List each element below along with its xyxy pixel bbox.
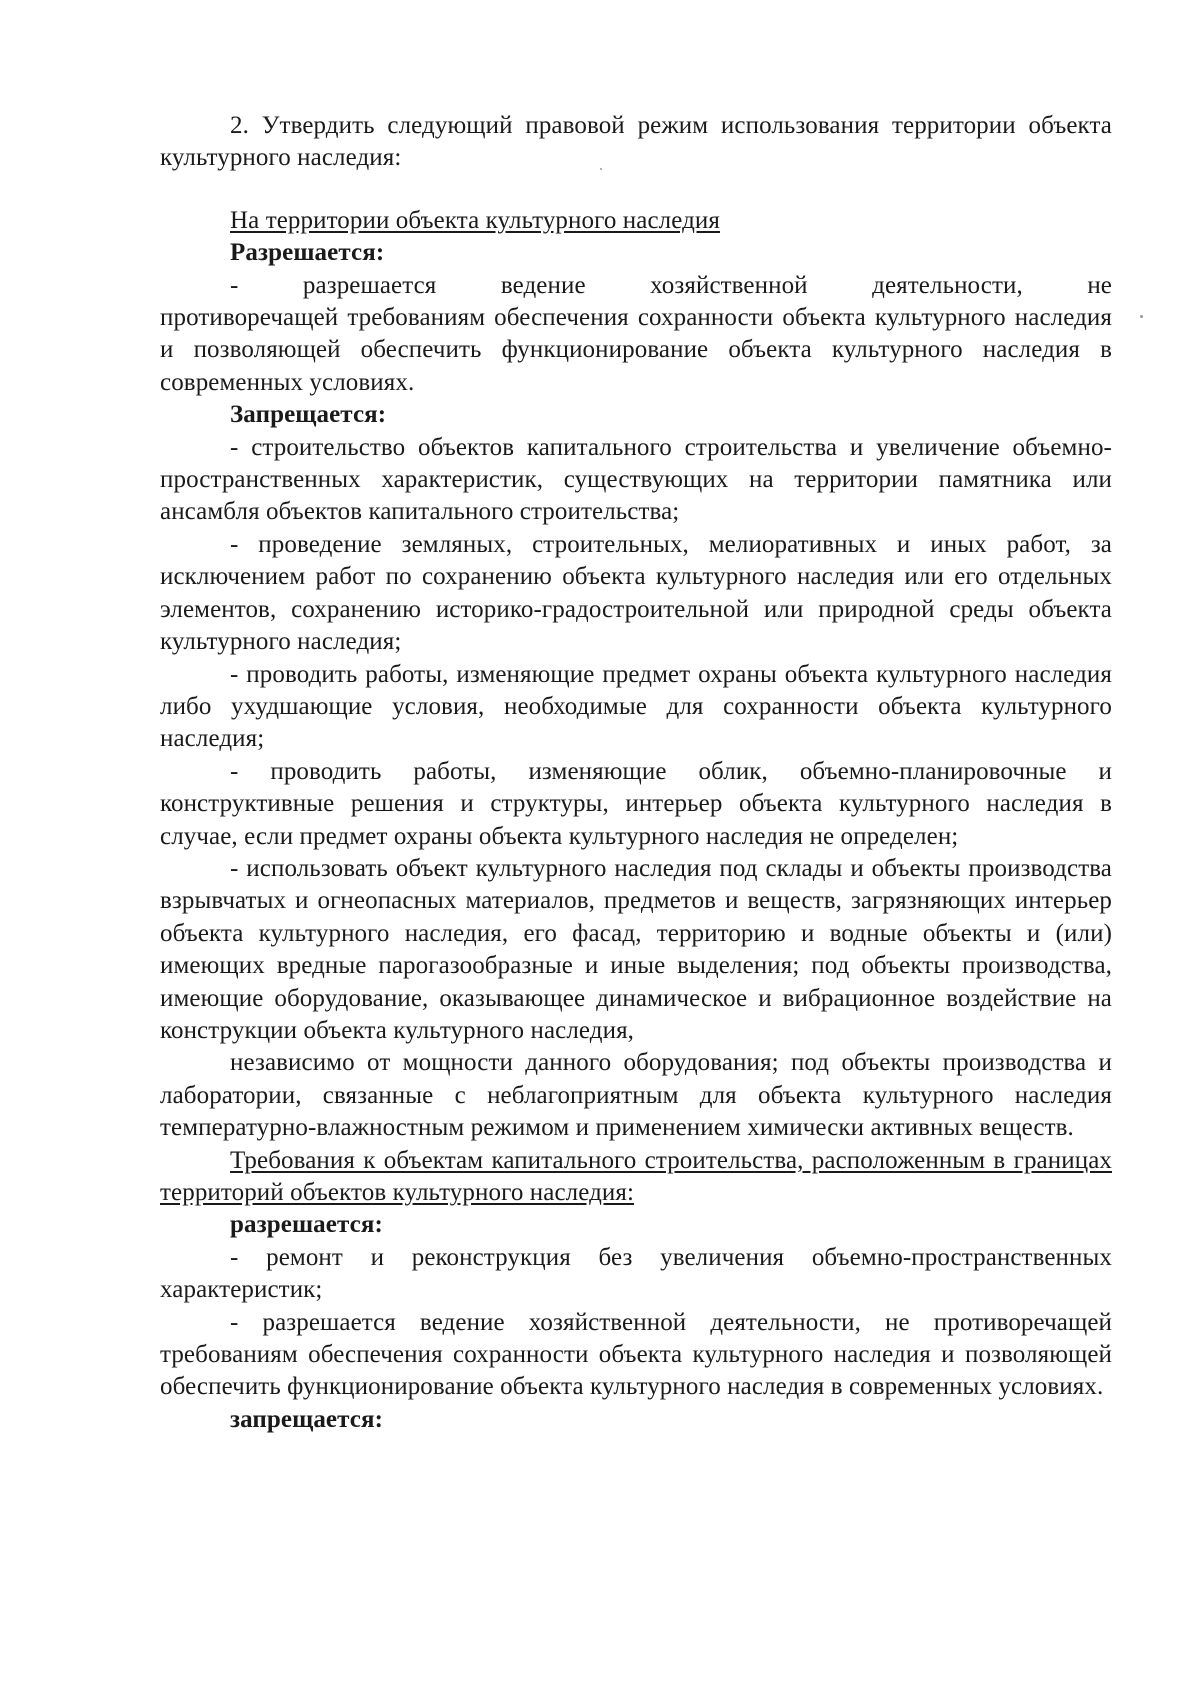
scan-speck: [600, 168, 602, 170]
section-title-territory-text: На территории объекта культурного наследия: [230, 206, 721, 234]
document-page: [160, 110, 1112, 1436]
heading-forbidden-1: Запрещается:: [230, 401, 387, 429]
allowed-item-economic-activity: - разрешается ведение хозяйственной деятельности, не противоречащей требованиям обеспечения сохранности объекта культурного наследия и позволяющей обеспечить функционирование объекта культурного наследия в современных условиях.: [160, 1308, 1112, 1401]
forbidden-item-warehouses: - использовать объект культурного наследия под склады и объекты производства взрывчатых и огнеопасных материалов, предметов и веществ, загрязняющих интерьер объекта культурного наследия, его фасад, территорию и водные объекты и (или) имеющих вредные парогазообразные и иные выделения; под объекты производства, имеющие оборудование, оказывающее динамическое и вибрационное воздействие на конструкции объекта культурного наследия,: [160, 854, 1112, 1044]
heading-allowed-2: разрешается:: [230, 1211, 383, 1239]
spacer: [160, 175, 1112, 205]
allowed-1-first-line: - разрешается ведение хозяйственной деятельности, не: [230, 271, 1112, 299]
scan-speck: [1140, 315, 1143, 318]
forbidden-item-construction: - строительство объектов капитального строительства и увеличение объемно-пространственных характеристик, существующих на территории памятника или ансамбля объектов капитального строительства;: [160, 433, 1112, 526]
forbidden-item-equipment: независимо от мощности данного оборудования; под объекты производства и лаборатории, связанные с неблагоприятным для объекта культурного наследия температурно-влажностным режимом и применением химически активных веществ.: [160, 1049, 1112, 1142]
forbidden-item-earthworks: - проведение земляных, строительных, мелиоративных и иных работ, за исключением работ по сохранению объекта культурного наследия или его отдельных элементов, сохранению историко-градостроительной или природной среды объекта культурного наследия;: [160, 530, 1112, 656]
section-title-capital-objects: Требования к объектам капитального строительства, расположенным в границах территорий объектов культурного наследия:: [160, 1146, 1112, 1206]
heading-allowed-1: Разрешается:: [230, 239, 385, 267]
allowed-1-continuation: противоречащей требованиям обеспечения сохранности объекта культурного наследия и позволяющей обеспечить функционирование объекта культурного наследия в современных условиях.: [160, 304, 1112, 396]
forbidden-item-appearance: - проводить работы, изменяющие облик, объемно-планировочные и конструктивные решения и структуры, интерьер объекта культурного наследия в случае, если предмет охраны объекта культурного наследия не определен;: [160, 757, 1112, 850]
paragraph-approve-regime: 2. Утвердить следующий правовой режим использования территории объекта культурного наследия:: [160, 112, 1112, 172]
allowed-item-repair: - ремонт и реконструкция без увеличения объемно-пространственных характеристик;: [160, 1243, 1112, 1304]
heading-forbidden-2: запрещается:: [230, 1405, 384, 1433]
section-title-territory: [160, 205, 1112, 237]
forbidden-item-protection-subject: - проводить работы, изменяющие предмет охраны объекта культурного наследия либо ухудшающие условия, необходимые для сохранности объекта культурного наследия;: [160, 660, 1112, 753]
